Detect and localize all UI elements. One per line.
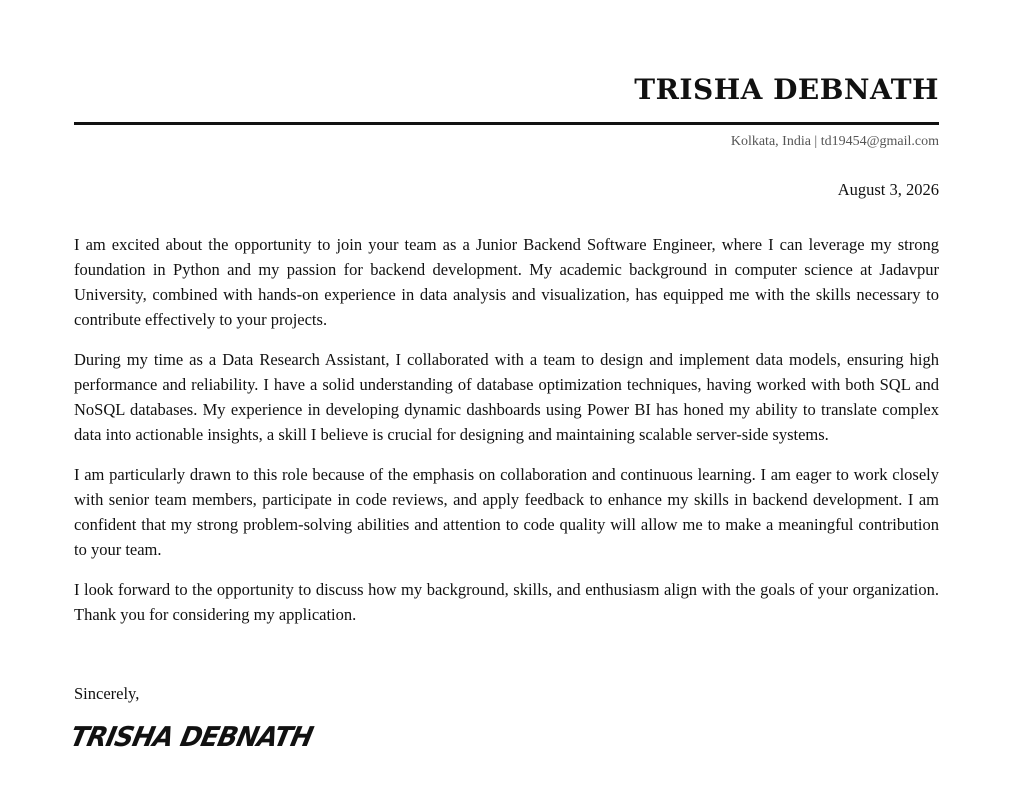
paragraph-motivation: I am particularly drawn to this role because of the emphasis on collaboration and continuous learning. I am eager to work closely with senior team members, participate in code reviews, and apply feedback to enhance my skills in backend development. I am confident that my strong problem-solving abilities and attention to code quality will allow me to make a meaningful contribution to your team. <box>74 465 939 559</box>
signature: TRISHA DEBNATH <box>67 722 316 754</box>
letter-body <box>74 232 939 642</box>
paragraph-experience: During my time as a Data Research Assistant, I collaborated with a team to design and implement data models, ensuring high performance and reliability. I have a solid understanding of database optimization techniques, having worked with both SQL and NoSQL databases. My experience in developing dynamic dashboards using Power BI has honed my ability to translate complex data into actionable insights, a skill I believe is crucial for designing and maintaining scalable server-side systems. <box>74 350 939 444</box>
header-divider <box>74 122 939 125</box>
contact-info: Kolkata, India | td19454@gmail.com <box>730 134 939 149</box>
applicant-name: TRISHA DEBNATH <box>634 73 939 106</box>
closing-salutation: Sincerely, <box>74 684 140 703</box>
paragraph-intro: I am excited about the opportunity to join your team as a Junior Backend Software Engineer, where I can leverage my strong foundation in Python and my passion for backend development. My academic background in computer science at Jadavpur University, combined with hands-on experience in data analysis and visualization, has equipped me with the skills necessary to contribute effectively to your projects. <box>74 235 939 329</box>
paragraph-closing: I look forward to the opportunity to discuss how my background, skills, and enthusiasm align with the goals of your organization. Thank you for considering my application. <box>74 580 939 624</box>
letter-date: August 3, 2026 <box>837 180 939 199</box>
cover-letter-page <box>67 0 939 802</box>
